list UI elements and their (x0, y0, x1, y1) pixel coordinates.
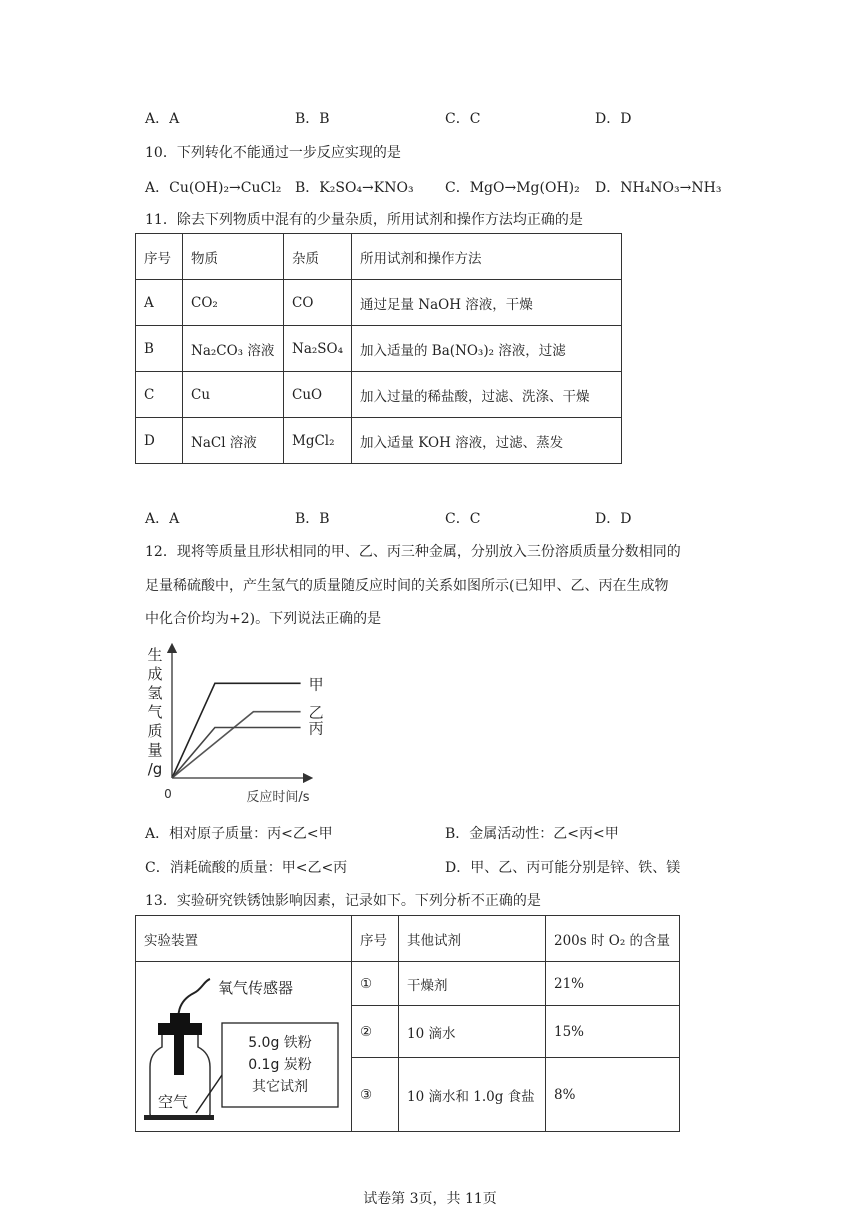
pointer-line (196, 1075, 222, 1113)
table-cell: 10 滴水 (399, 1006, 546, 1058)
table-row (136, 326, 622, 372)
table-cell: ③ (352, 1058, 399, 1132)
x-axis-label: 反应时间/s (246, 790, 310, 805)
apparatus-cell (136, 962, 352, 1132)
q11-table (135, 233, 622, 464)
table-cell: Na₂SO₄ (284, 326, 352, 372)
reagent-line-3: 其它试剂 (252, 1078, 308, 1095)
q11-option-b: B．B (295, 511, 330, 527)
table-cell: 加入适量的 Ba(NO₃)₂ 溶液，过滤 (352, 326, 622, 372)
q12-stem-line-3: 中化合价均为+2)。下列说法正确的是 (145, 611, 382, 627)
table-cell: Cu (183, 372, 284, 418)
q11-option-a: A．A (145, 511, 180, 527)
table-header-cell: 物质 (183, 234, 284, 280)
y-axis-label-char: /g (147, 760, 163, 778)
table-cell: NaCl 溶液 (183, 418, 284, 464)
table-cell: CuO (284, 372, 352, 418)
y-axis-label-char: 量 (147, 741, 163, 759)
series-line-1 (172, 683, 301, 778)
table-header-cell: 序号 (136, 234, 183, 280)
page-footer: 试卷第 3页，共 11页 (363, 1191, 497, 1207)
q10-option-a: A．Cu(OH)₂→CuCl₂ (145, 180, 282, 196)
table-header-cell: 实验装置 (136, 916, 352, 962)
table-cell: C (136, 372, 183, 418)
table-cell: 8% (546, 1058, 680, 1132)
q13-table (135, 915, 680, 1132)
q9-option-d: D．D (595, 111, 632, 127)
q10-option-d: D．NH₄NO₃→NH₃ (595, 180, 722, 196)
q12-stem-line-1: 12．现将等质量且形状相同的甲、乙、丙三种金属，分别放入三份溶质质量分数相同的 (145, 544, 681, 560)
table-cell: ① (352, 962, 399, 1006)
y-axis-label-char: 氢 (147, 684, 163, 702)
table-row (136, 418, 622, 464)
y-axis-label-char: 生 (147, 646, 163, 664)
table-cell: MgCl₂ (284, 418, 352, 464)
q12-option-b: B．金属活动性：乙<丙<甲 (445, 826, 619, 842)
q11-stem: 11．除去下列物质中混有的少量杂质，所用试剂和操作方法均正确的是 (145, 212, 583, 228)
y-axis-label-char: 成 (147, 665, 163, 683)
reagent-line-2: 0.1g 炭粉 (248, 1056, 312, 1073)
probe-icon (174, 1035, 184, 1075)
q12-option-c: C．消耗硫酸的质量：甲<乙<丙 (145, 860, 348, 876)
table-cell: 加入过量的稀盐酸，过滤、洗涤、干燥 (352, 372, 622, 418)
bottle-base (144, 1115, 214, 1120)
table-cell: 10 滴水和 1.0g 食盐 (399, 1058, 546, 1132)
table-header-cell: 所用试剂和操作方法 (352, 234, 622, 280)
hydrogen-mass-chart (140, 640, 330, 810)
q13-stem: 13．实验研究铁锈蚀影响因素，记录如下。下列分析不正确的是 (145, 893, 541, 909)
series-line-2 (172, 712, 301, 778)
table-header-cell: 杂质 (284, 234, 352, 280)
apparatus-diagram (136, 963, 350, 1131)
table-header-cell: 200s 时 O₂ 的含量 (546, 916, 680, 962)
table-cell: 21% (546, 962, 680, 1006)
q11-option-d: D．D (595, 511, 632, 527)
stopper-base (158, 1023, 202, 1035)
table-cell: D (136, 418, 183, 464)
hydrogen-mass-chart-svg (140, 640, 330, 810)
table-header-row (136, 234, 622, 280)
table-row (136, 280, 622, 326)
air-label: 空气 (158, 1092, 189, 1111)
table-header-row (136, 916, 680, 962)
table-cell: Na₂CO₃ 溶液 (183, 326, 284, 372)
table-cell: A (136, 280, 183, 326)
table-header-cell: 其他试剂 (399, 916, 546, 962)
table-cell: CO₂ (183, 280, 284, 326)
series-label-1: 甲 (308, 675, 324, 694)
q10-option-c: C．MgO→Mg(OH)₂ (445, 180, 580, 196)
table-cell: ② (352, 1006, 399, 1058)
q11-option-c: C．C (445, 511, 481, 527)
y-axis-label-char: 质 (147, 722, 163, 740)
q10-option-b: B．K₂SO₄→KNO₃ (295, 180, 414, 196)
table-cell: CO (284, 280, 352, 326)
table-cell: 通过足量 NaOH 溶液，干燥 (352, 280, 622, 326)
q10-stem: 10．下列转化不能通过一步反应实现的是 (145, 145, 401, 161)
q9-option-a: A．A (145, 111, 180, 127)
y-axis-label-char: 气 (147, 703, 163, 721)
q12-stem-line-2: 足量稀硫酸中，产生氢气的质量随反应时间的关系如图所示(已知甲、乙、丙在生成物 (145, 578, 669, 594)
table-row (136, 962, 680, 1006)
table-cell: 加入适量 KOH 溶液，过滤、蒸发 (352, 418, 622, 464)
q9-option-c: C．C (445, 111, 481, 127)
q12-option-d: D．甲、乙、丙可能分别是锌、铁、镁 (445, 860, 681, 876)
origin-label: 0 (164, 787, 172, 801)
table-cell: 15% (546, 1006, 680, 1058)
series-label-3: 丙 (308, 719, 324, 738)
table-header-cell: 序号 (352, 916, 399, 962)
reagent-line-1: 5.0g 铁粉 (248, 1034, 312, 1051)
series-label-2: 乙 (308, 703, 324, 722)
table-row (136, 372, 622, 418)
table-cell: B (136, 326, 183, 372)
table-cell: 干燥剂 (399, 962, 546, 1006)
oxygen-sensor-label: 氧气传感器 (218, 978, 294, 997)
q12-option-a: A．相对原子质量：丙<乙<甲 (145, 826, 333, 842)
q9-option-b: B．B (295, 111, 330, 127)
